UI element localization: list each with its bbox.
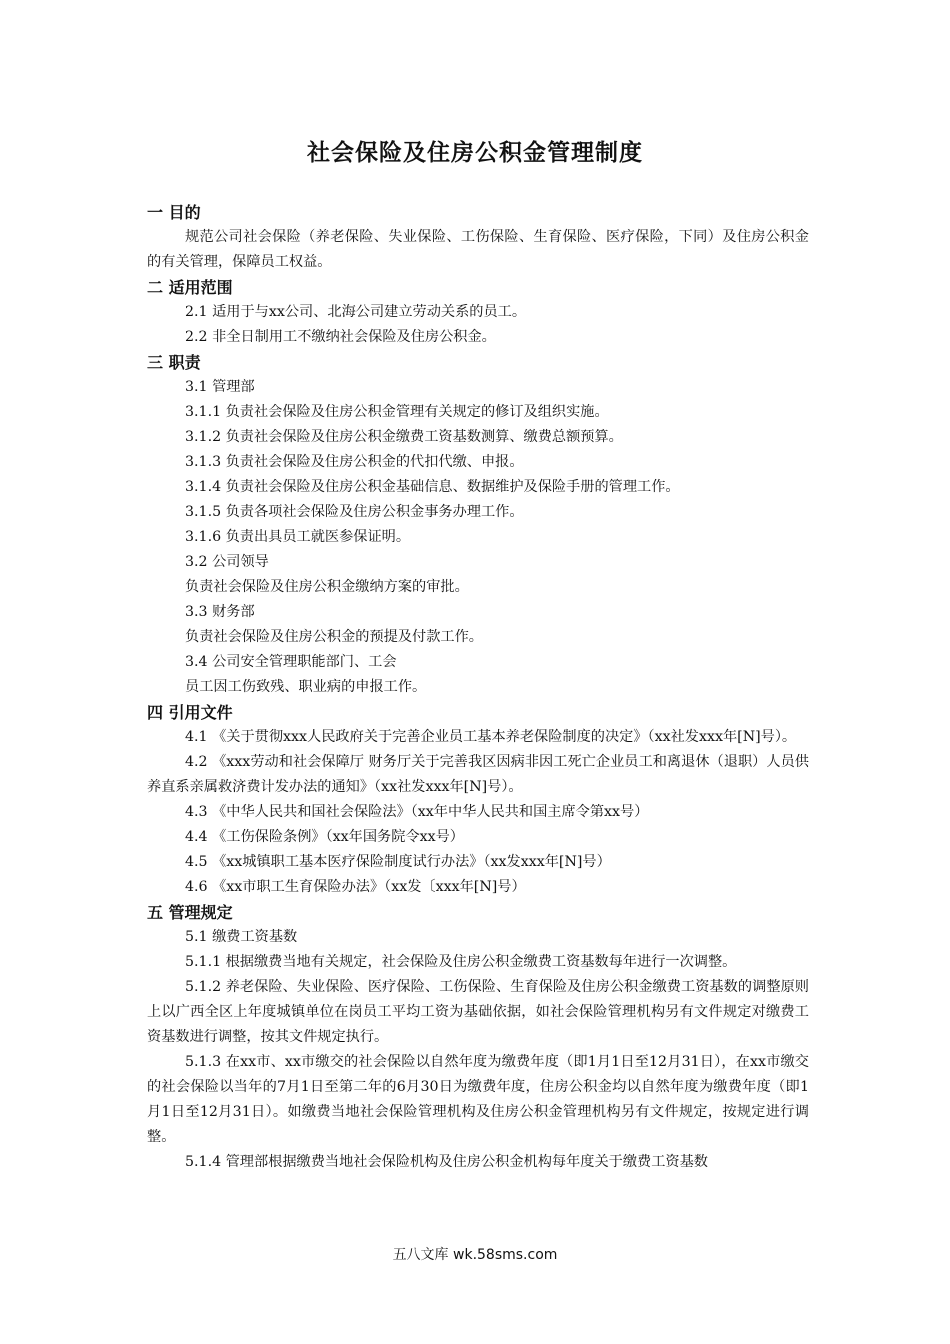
- paragraph: 5.1.1 根据缴费当地有关规定，社会保险及住房公积金缴费工资基数每年进行一次调整。: [185, 954, 737, 970]
- footer-watermark: 五八文库 wk.58sms.com: [392, 1247, 558, 1263]
- section-heading-responsibilities: 三 职责: [147, 353, 201, 372]
- paragraph: 5.1 缴费工资基数: [185, 929, 298, 945]
- paragraph: 4.6 《xx市职工生育保险办法》（xx发〔xxx年[N]号）: [185, 879, 526, 895]
- document-body: [147, 200, 809, 1175]
- list-item: 3.1.3 负责社会保险及住房公积金的代扣代缴、申报。: [185, 454, 524, 470]
- list-item: 2.1 适用于与xx公司、北海公司建立劳动关系的员工。: [185, 304, 527, 320]
- list-item: 3.1.6 负责出具员工就医参保证明。: [185, 529, 411, 545]
- paragraph: 5.1.4 管理部根据缴费当地社会保险机构及住房公积金机构每年度关于缴费工资基数: [185, 1154, 708, 1170]
- list-item: 3.1.1 负责社会保险及住房公积金管理有关规定的修订及组织实施。: [185, 404, 609, 420]
- list-item: 负责社会保险及住房公积金的预提及付款工作。: [185, 629, 483, 645]
- list-item: 3.2 公司领导: [185, 554, 269, 570]
- list-item: 员工因工伤致残、职业病的申报工作。: [185, 679, 427, 695]
- paragraph: 5.1.2 养老保险、失业保险、医疗保险、工伤保险、生育保险及住房公积金缴费工资基数的调整原则上以广西全区上年度城镇单位在岗员工平均工资为基础依据，如社会保险管理机构另有文件规定对缴费工资基数进行调整，按其文件规定执行。: [147, 979, 809, 1045]
- list-item: 3.4 公司安全管理职能部门、工会: [185, 654, 397, 670]
- list-item: 3.3 财务部: [185, 604, 255, 620]
- list-item: 3.1.4 负责社会保险及住房公积金基础信息、数据维护及保险手册的管理工作。: [185, 479, 680, 495]
- paragraph: 4.4 《工伤保险条例》（xx年国务院令xx号）: [185, 829, 464, 845]
- list-item: 负责社会保险及住房公积金缴纳方案的审批。: [185, 579, 469, 595]
- section-heading-regulations: 五 管理规定: [147, 903, 233, 922]
- document-title: 社会保险及住房公积金管理制度: [307, 140, 643, 166]
- section-heading-purpose: 一 目的: [147, 203, 201, 222]
- list-item: 3.1 管理部: [185, 379, 255, 395]
- paragraph: 4.5 《xx城镇职工基本医疗保险制度试行办法》（xx发xxx年[N]号）: [185, 854, 611, 870]
- list-item: 3.1.2 负责社会保险及住房公积金缴费工资基数测算、缴费总额预算。: [185, 429, 623, 445]
- paragraph: 5.1.3 在xx市、xx市缴交的社会保险以自然年度为缴费年度（即1月1日至12月31日），在xx市缴交的社会保险以当年的7月1日至第二年的6月30日为缴费年度，住房公积金均以自然年度为缴费年度（即1月1日至12月31日）。如缴费当地社会保险管理机构及住房公积金管理机构另有文件规定，按规定进行调整。: [147, 1054, 809, 1145]
- paragraph: 4.2 《xxx劳动和社会保障厅 财务厅关于完善我区因病非因工死亡企业员工和离退休（退职）人员供养直系亲属救济费计发办法的通知》（xx社发xxx年[N]号）。: [147, 754, 809, 795]
- paragraph: 4.3 《中华人民共和国社会保险法》（xx年中华人民共和国主席令第xx号）: [185, 804, 649, 820]
- section-heading-scope: 二 适用范围: [147, 278, 233, 297]
- paragraph: 规范公司社会保险（养老保险、失业保险、工伤保险、生育保险、医疗保险，下同）及住房公积金的有关管理，保障员工权益。: [147, 229, 809, 270]
- list-item: 3.1.5 负责各项社会保险及住房公积金事务办理工作。: [185, 504, 524, 520]
- list-item: 2.2 非全日制用工不缴纳社会保险及住房公积金。: [185, 329, 496, 345]
- section-heading-references: 四 引用文件: [147, 703, 233, 722]
- paragraph: 4.1 《关于贯彻xxx人民政府关于完善企业员工基本养老保险制度的决定》（xx社发xxx年[N]号）。: [185, 729, 797, 745]
